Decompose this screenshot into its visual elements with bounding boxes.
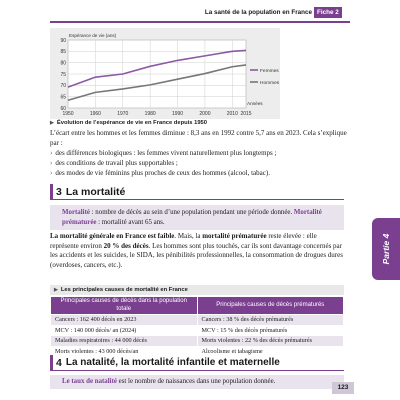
y-tick-label: 70 (60, 83, 66, 90)
intro-paragraph: L’écart entre les hommes et les femmes diminue : 8,3 ans en 1992 contre 5,7 ans en 2023. Cela s’explique par : (50, 129, 347, 147)
section-number: 3 (56, 185, 62, 198)
table-cell: Cancers : 38 % des décès prématurés (197, 315, 344, 326)
definition-text: : mortalité avant 65 ans. (96, 218, 165, 226)
bullet-item (50, 149, 350, 159)
header-tag: Fiche 2 (314, 7, 342, 18)
bullet-icon: › (50, 169, 53, 177)
x-tick-label: 1980 (144, 111, 156, 117)
part-side-tab (372, 218, 400, 280)
chart-canvas (50, 28, 280, 119)
mortality-definition-box (50, 205, 344, 230)
section-4-heading (50, 355, 280, 370)
natality-definition-box (50, 375, 344, 389)
definition-term: Mortalité (62, 209, 90, 216)
y-tick-label: 80 (60, 60, 66, 67)
x-tick-label: 2015 (240, 111, 252, 117)
x-tick-label: 1960 (89, 111, 101, 117)
section-rule (50, 199, 344, 200)
x-tick-label: 1950 (62, 111, 74, 117)
table-heading (50, 285, 344, 295)
y-tick-label: 90 (60, 37, 66, 44)
caption-triangle-icon: ▶ (54, 287, 58, 293)
section-3-heading (50, 184, 125, 199)
bullet-text: des différences biologiques : les femmes vivent naturellement plus longtemps ; (55, 149, 277, 157)
emphasis-text: 20 % des décès (103, 241, 149, 250)
section-bar (50, 184, 53, 199)
table-row (51, 315, 344, 326)
section-title: La natalité, la mortalité infantile et maternelle (65, 357, 280, 368)
section-number: 4 (56, 356, 62, 369)
table-cell: Alcoolisme et tabagisme (197, 346, 344, 357)
legend-label: Hommes (260, 80, 280, 86)
table-row (51, 325, 344, 336)
y-tick-label: 75 (60, 71, 66, 78)
y-tick-label: 60 (60, 105, 66, 112)
chart-caption-text: Évolution de l’espérance de vie en France depuis 1950 (56, 120, 207, 126)
page-number: 123 (332, 382, 354, 394)
y-tick-label: 65 (60, 94, 66, 101)
definition-text: est le nombre de naissances dans une population donnée. (116, 378, 276, 385)
bullet-item (50, 159, 350, 169)
emphasis-text: La mortalité générale en France est faible (50, 232, 175, 240)
bullet-item (50, 169, 350, 179)
side-tab-label: Partie 4 (381, 233, 391, 265)
legend-label: Femmes (260, 68, 279, 74)
table-header-col1: Principales causes de décès dans la population totale (51, 297, 198, 315)
caption-triangle-icon: ▶ (50, 120, 54, 126)
life-expectancy-chart (50, 28, 280, 119)
x-tick-label: 2010 (226, 111, 238, 117)
mortality-paragraph: La mortalité générale en France est faible. Mais, la mortalité prématurée reste élevée : elle représente environ 20 % des décès. Les hommes sont plus touchés, car ils sont davantage concernés par les accidents et les suicides, le SIDA, les pénibilités professionnelles, la consommation de drogues dures (overdoses, cancers, etc.). (50, 232, 343, 269)
section-bar (50, 355, 53, 370)
mortality-table (50, 296, 344, 357)
bullet-icon: › (50, 159, 53, 167)
table-row (51, 336, 344, 347)
emphasis-text: mortalité prématurée (202, 232, 267, 240)
chart-caption (50, 120, 207, 126)
bullet-text: des modes de vie féminins plus proches de ceux des hommes (alcool, tabac). (55, 169, 270, 177)
section-rule (50, 370, 344, 371)
definition-text: : nombre de décès au sein d’une population pendant une période donnée. (89, 209, 294, 216)
table-cell: Morts violentes : 22 % des décès prématurés (197, 336, 344, 347)
page-header (0, 0, 400, 22)
table-cell: Cancers : 162 400 décès en 2023 (51, 315, 198, 326)
table-cell: Morts violentes : 43 000 décès/an (51, 346, 198, 357)
definition-term: Mortalité prématurée (62, 209, 322, 226)
header-title: La santé de la population en France (204, 9, 312, 16)
x-axis-label: Années (247, 101, 263, 106)
table-header-col2: Principales causes de décès prématurés (197, 297, 344, 315)
definition-term: Le taux de natalité (62, 378, 117, 385)
y-tick-label: 85 (60, 49, 66, 56)
x-tick-label: 1990 (171, 111, 184, 117)
table-cell: MCV : 140 000 décès/ an (2024) (51, 325, 198, 336)
table-cell: Maladies respiratoires : 44 000 décès (51, 336, 198, 347)
table-heading-text: Les principales causes de mortalité en France (60, 287, 188, 293)
x-tick-label: 1970 (117, 111, 129, 117)
bullet-icon: › (50, 149, 53, 157)
header-rule (50, 21, 350, 23)
table-header-row (51, 297, 344, 315)
x-tick-label: 2000 (199, 111, 211, 117)
section-title: La mortalité (65, 185, 126, 198)
y-axis-label: Espérance de vie (ans) (69, 33, 117, 38)
bullet-text: des conditions de travail plus supportables ; (55, 159, 178, 167)
table-cell: MCV : 15 % des décès prématurés (197, 325, 344, 336)
